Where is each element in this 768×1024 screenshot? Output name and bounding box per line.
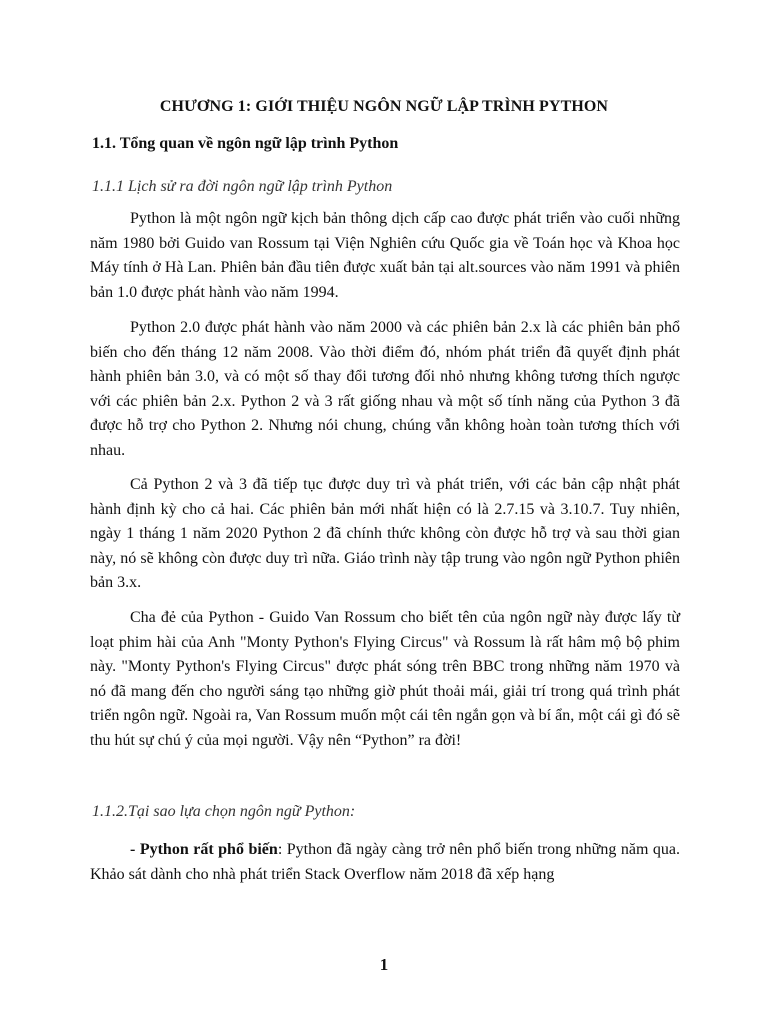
paragraph-3: Cả Python 2 và 3 đã tiếp tục được duy trì và phát triển, với các bản cập nhật phát hành định kỳ cho cả hai. Các phiên bản mới nhất hiện có là 2.7.15 và 3.10.7. Tuy nhiên, ngày 1 tháng 1 năm 2020 Python 2 đã chính thức không còn được hỗ trợ và sau thời gian này, nó sẽ không còn được duy trì nữa. Giáo trình này tập trung vào ngôn ngữ Python phiên bản 3.x. [90,476,680,592]
paragraph-4: Cha đẻ của Python - Guido Van Rossum cho biết tên của ngôn ngữ này được lấy từ loạt phim hài của Anh "Monty Python's Flying Circus" và Rossum là rất hâm mộ bộ phim này. "Monty Python's Flying Circus" được phát sóng trên BBC trong những năm 1970 và nó đã mang đến cho người sáng tạo những giờ phút thoải mái, giải trí trong quá trình phát triển ngôn ngữ. Ngoài ra, Van Rossum muốn một cái tên ngắn gọn và bí ẩn, một cái gì đó sẽ thu hút sự chú ý của mọi người. Vậy nên “Python” ra đời! [90,609,680,749]
page-number: 1 [379,955,389,974]
section-heading-1-1: 1.1. Tổng quan về ngôn ngữ lập trình Python [92,135,399,152]
chapter-title: CHƯƠNG 1: GIỚI THIỆU NGÔN NGỮ LẬP TRÌNH PYTHON [159,98,609,115]
subsection-heading-1-1-1: 1.1.1 Lịch sử ra đời ngôn ngữ lập trình Python [92,178,393,195]
paragraph-1: Python là một ngôn ngữ kịch bản thông dịch cấp cao được phát triển vào cuối những năm 1980 bởi Guido van Rossum tại Viện Nghiên cứu Quốc gia về Toán học và Khoa học Máy tính ở Hà Lan. Phiên bản đầu tiên được xuất bản tại alt.sources vào năm 1991 và phiên bản 1.0 được phát hành vào năm 1994. [90,210,680,301]
paragraph-2: Python 2.0 được phát hành vào năm 2000 và các phiên bản 2.x là các phiên bản phổ biến cho đến tháng 12 năm 2008. Vào thời điểm đó, nhóm phát triển đã quyết định phát hành phiên bản 3.0, và có một số thay đổi tương đối nhỏ nhưng không tương thích ngược với các phiên bản 2.x. Python 2 và 3 rất giống nhau và một số tính năng của Python 3 đã được hỗ trợ cho Python 2. Nhưng nói chung, chúng vẫn không hoàn toàn tương thích với nhau. [90,319,680,459]
subsection-heading-1-1-2: 1.1.2.Tại sao lựa chọn ngôn ngữ Python: [92,803,356,820]
bullet-paragraph [90,838,680,887]
bullet-text: : Python đã ngày càng trở nên phổ biến trong những năm qua. Khảo sát dành cho nhà phát triển Stack Overflow năm 2018 đã xếp hạng [90,841,681,883]
bullet-label: - Python rất phổ biến [130,841,278,858]
